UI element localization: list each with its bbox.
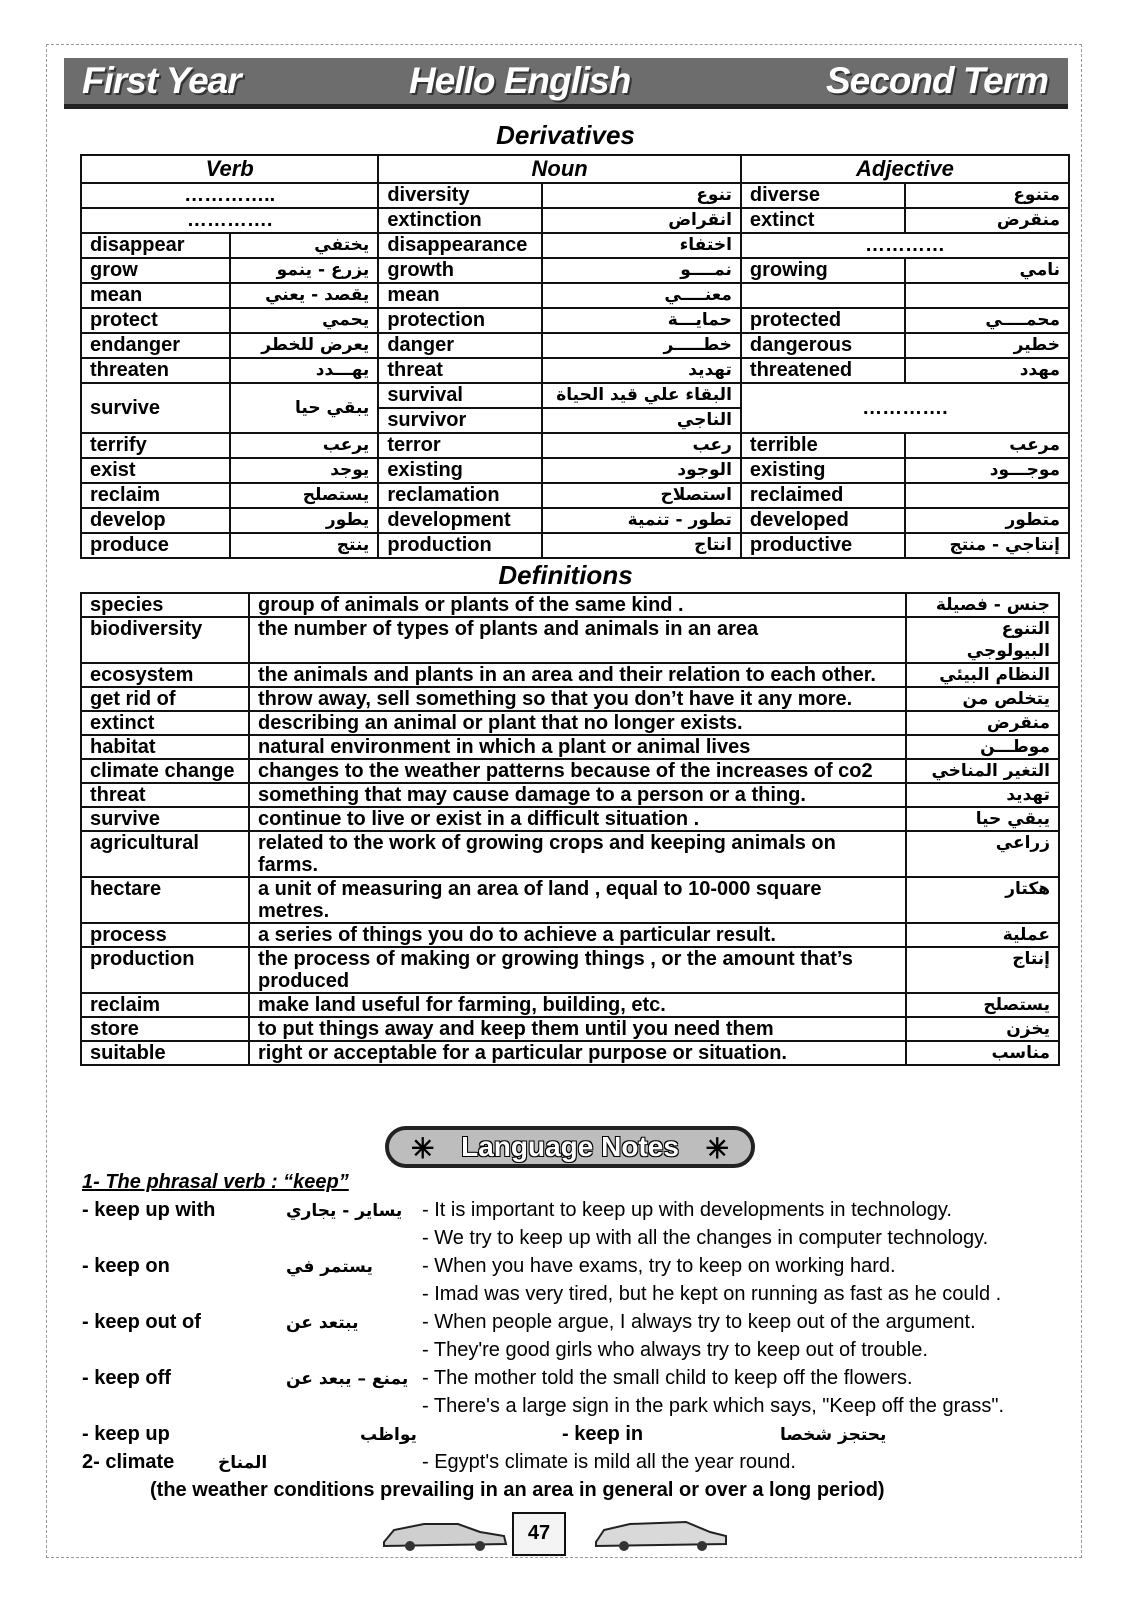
definition-row	[81, 993, 1059, 1017]
definition-text: throw away, sell something so that you don’t have it any more.	[249, 687, 906, 711]
definition-text: group of animals or plants of the same kind .	[249, 593, 906, 617]
table-row	[81, 258, 1069, 283]
definition-ar: منقرض	[906, 711, 1059, 735]
example-sentence: - When you have exams, try to keep on working hard.	[422, 1255, 896, 1277]
adj-ar-cell: خطير	[905, 333, 1069, 358]
adj-ar-cell: متطور	[905, 508, 1069, 533]
badge-label: Language Notes	[461, 1131, 679, 1162]
adj-ar-cell: مهدد	[905, 358, 1069, 383]
definition-text: something that may cause damage to a person or a thing.	[249, 783, 906, 807]
phrasal-verb-heading: 1- The phrasal verb : “keep”	[82, 1171, 349, 1193]
definition-text: right or acceptable for a particular purpose or situation.	[249, 1041, 906, 1065]
verb-ar-cell: يهـــدد	[230, 358, 379, 383]
definition-row	[81, 735, 1059, 759]
adj-cell: growing	[741, 258, 905, 283]
derivatives-title: Derivatives	[496, 120, 635, 150]
adj-ar-cell: إنتاجي - منتج	[905, 533, 1069, 558]
verb-ar-cell: يقصد - يعني	[230, 283, 379, 308]
adj-cell: existing	[741, 458, 905, 483]
definition-term: climate change	[81, 759, 249, 783]
definition-term: store	[81, 1017, 249, 1041]
definition-text: changes to the weather patterns because of the increases of co2	[249, 759, 906, 783]
definition-ar: يتخلص من	[906, 687, 1059, 711]
verb-cell: …………..	[81, 183, 378, 208]
verb-cell: disappear	[81, 233, 230, 258]
page-number: 47	[512, 1512, 566, 1556]
noun-ar-cell: معنــــي	[542, 283, 741, 308]
verb-cell: endanger	[81, 333, 230, 358]
example-sentence: - Egypt's climate is mild all the year round.	[422, 1451, 796, 1473]
definition-term: suitable	[81, 1041, 249, 1065]
verb-cell: survive	[81, 383, 230, 433]
definition-text: the process of making or growing things , or the amount that’s produced	[249, 947, 906, 993]
adj-ar-cell: مرعب	[905, 433, 1069, 458]
verb-cell: terrify	[81, 433, 230, 458]
derivatives-header-row	[81, 155, 1069, 183]
table-row	[81, 333, 1069, 358]
noun-cell: terror	[378, 433, 542, 458]
definitions-table	[80, 592, 1060, 1066]
definition-row	[81, 923, 1059, 947]
noun-ar-cell: انتاج	[542, 533, 741, 558]
example-sentence: - When people argue, I always try to keep out of the argument.	[422, 1311, 976, 1333]
climate-label: 2- climate	[82, 1451, 175, 1473]
table-row	[81, 183, 1069, 208]
definition-term: biodiversity	[81, 617, 249, 663]
star-icon: ✳	[705, 1133, 729, 1164]
noun-ar-cell: تنوع	[542, 183, 741, 208]
phrasal-verb: - keep out of	[82, 1311, 201, 1333]
noun-cell: diversity	[378, 183, 542, 208]
verb-ar-cell: يعرض للخطر	[230, 333, 379, 358]
table-row	[81, 233, 1069, 258]
definition-text: to put things away and keep them until you need them	[249, 1017, 906, 1041]
table-row	[81, 533, 1069, 558]
adj-cell: reclaimed	[741, 483, 905, 508]
definition-term: survive	[81, 807, 249, 831]
table-row	[81, 383, 1069, 408]
definition-ar: يخزن	[906, 1017, 1059, 1041]
table-row	[81, 358, 1069, 383]
verb-cell: grow	[81, 258, 230, 283]
noun-cell: existing	[378, 458, 542, 483]
definition-term: habitat	[81, 735, 249, 759]
example-sentence: - They're good girls who always try to keep out of trouble.	[422, 1339, 928, 1361]
table-row	[81, 208, 1069, 233]
definition-text: related to the work of growing crops and keeping animals on farms.	[249, 831, 906, 877]
adj-ar-cell	[905, 283, 1069, 308]
verb-cell: exist	[81, 458, 230, 483]
definition-text: make land useful for farming, building, etc.	[249, 993, 906, 1017]
definition-text: continue to live or exist in a difficult situation .	[249, 807, 906, 831]
adj-ar-cell: منقرض	[905, 208, 1069, 233]
noun-ar-cell: البقاء علي قيد الحياة	[542, 383, 741, 408]
definition-text: natural environment in which a plant or animal lives	[249, 735, 906, 759]
noun-ar-cell: رعب	[542, 433, 741, 458]
definition-ar: مناسب	[906, 1041, 1059, 1065]
table-row	[81, 483, 1069, 508]
definition-ar: التنوع البيولوجي	[906, 617, 1059, 663]
definition-ar: جنس - فصيلة	[906, 593, 1059, 617]
definition-ar: يبقي حيا	[906, 807, 1059, 831]
definition-row	[81, 711, 1059, 735]
definition-term: hectare	[81, 877, 249, 923]
adj-ar-cell: متنوع	[905, 183, 1069, 208]
verb-cell: reclaim	[81, 483, 230, 508]
verb-cell: protect	[81, 308, 230, 333]
definition-row	[81, 783, 1059, 807]
example-sentence: - The mother told the small child to keep off the flowers.	[422, 1367, 913, 1389]
adj-cell: extinct	[741, 208, 905, 233]
header-adjective: Adjective	[741, 155, 1069, 183]
verb-cell: develop	[81, 508, 230, 533]
verb-ar-cell: يوجد	[230, 458, 379, 483]
definition-row	[81, 617, 1059, 663]
definition-term: extinct	[81, 711, 249, 735]
phrasal-verb: - keep off	[82, 1367, 171, 1389]
noun-ar-cell: خطـــــر	[542, 333, 741, 358]
phrasal-verb: - keep up with	[82, 1199, 216, 1221]
noun-cell: production	[378, 533, 542, 558]
definition-term: reclaim	[81, 993, 249, 1017]
language-notes-badge	[385, 1126, 755, 1168]
phrasal-verb-ar: يستمر في	[286, 1257, 373, 1277]
definition-ar: عملية	[906, 923, 1059, 947]
example-sentence: - Imad was very tired, but he kept on running as fast as he could .	[422, 1283, 1002, 1305]
car-right-illustration	[590, 1512, 730, 1552]
definition-row	[81, 687, 1059, 711]
page-header	[64, 58, 1068, 104]
definition-row	[81, 593, 1059, 617]
phrasal-verb-ar: يحتجز شخصا	[780, 1425, 887, 1445]
adj-cell: ………….	[741, 383, 1069, 433]
phrasal-verb-ar: يمنع – يبعد عن	[286, 1369, 409, 1389]
definition-term: process	[81, 923, 249, 947]
definition-term: ecosystem	[81, 663, 249, 687]
verb-ar-cell: يختفي	[230, 233, 379, 258]
noun-ar-cell: حمايـــة	[542, 308, 741, 333]
adj-cell: developed	[741, 508, 905, 533]
header-grade: First Year	[82, 60, 241, 101]
adj-cell: productive	[741, 533, 905, 558]
definition-ar: زراعي	[906, 831, 1059, 877]
definition-row	[81, 807, 1059, 831]
verb-cell: threaten	[81, 358, 230, 383]
noun-cell: protection	[378, 308, 542, 333]
noun-ar-cell: تهديد	[542, 358, 741, 383]
noun-ar-cell: الوجود	[542, 458, 741, 483]
adj-ar-cell: محمــــي	[905, 308, 1069, 333]
noun-cell: survivor	[378, 408, 542, 433]
header-noun: Noun	[378, 155, 741, 183]
definition-term: production	[81, 947, 249, 993]
noun-cell: mean	[378, 283, 542, 308]
definition-ar: إنتاج	[906, 947, 1059, 993]
example-sentence: - It is important to keep up with developments in technology.	[422, 1199, 952, 1221]
phrasal-verb-ar: يواظب	[360, 1425, 417, 1445]
definition-text: a unit of measuring an area of land , equal to 10-000 square metres.	[249, 877, 906, 923]
header-term: Second Term	[825, 60, 1048, 101]
noun-ar-cell: استصلاح	[542, 483, 741, 508]
definition-term: species	[81, 593, 249, 617]
definition-row	[81, 831, 1059, 877]
adj-cell: diverse	[741, 183, 905, 208]
climate-definition: (the weather conditions prevailing in an area in general or over a long period)	[150, 1479, 885, 1501]
noun-cell: threat	[378, 358, 542, 383]
phrasal-verb: - keep up	[82, 1423, 170, 1445]
definition-row	[81, 877, 1059, 923]
definition-text: a series of things you do to achieve a particular result.	[249, 923, 906, 947]
phrasal-verb-ar: يبتعد عن	[286, 1313, 359, 1333]
phrasal-verb: - keep in	[562, 1423, 644, 1445]
adj-ar-cell	[905, 483, 1069, 508]
definition-ar: موطـــن	[906, 735, 1059, 759]
example-sentence: - There's a large sign in the park which says, "Keep off the grass".	[422, 1395, 1005, 1417]
noun-cell: development	[378, 508, 542, 533]
definition-ar: النظام البيئي	[906, 663, 1059, 687]
definition-text: the number of types of plants and animals in an area	[249, 617, 906, 663]
verb-cell: mean	[81, 283, 230, 308]
table-row	[81, 283, 1069, 308]
verb-ar-cell: يزرع - ينمو	[230, 258, 379, 283]
verb-ar-cell: يبقي حيا	[230, 383, 379, 433]
definition-row	[81, 759, 1059, 783]
phrasal-verb-ar: يساير - يجاري	[286, 1201, 403, 1221]
noun-ar-cell: انقراض	[542, 208, 741, 233]
noun-cell: disappearance	[378, 233, 542, 258]
definition-text: describing an animal or plant that no longer exists.	[249, 711, 906, 735]
header-underline	[64, 104, 1068, 109]
noun-cell: danger	[378, 333, 542, 358]
adj-cell: dangerous	[741, 333, 905, 358]
verb-cell: produce	[81, 533, 230, 558]
noun-cell: extinction	[378, 208, 542, 233]
definition-term: threat	[81, 783, 249, 807]
noun-cell: survival	[378, 383, 542, 408]
definition-row	[81, 1017, 1059, 1041]
header-book: Hello English	[409, 60, 631, 101]
table-row	[81, 433, 1069, 458]
adj-cell	[741, 283, 905, 308]
definition-row	[81, 663, 1059, 687]
noun-ar-cell: تطور - تنمية	[542, 508, 741, 533]
definition-ar: التغير المناخي	[906, 759, 1059, 783]
header-verb: Verb	[81, 155, 378, 183]
definition-ar: يستصلح	[906, 993, 1059, 1017]
verb-ar-cell: يحمي	[230, 308, 379, 333]
adj-cell: …………	[741, 233, 1069, 258]
definition-row	[81, 947, 1059, 993]
noun-ar-cell: اختفاء	[542, 233, 741, 258]
climate-ar: المناخ	[218, 1453, 268, 1473]
car-left-illustration	[380, 1516, 510, 1552]
verb-ar-cell: ينتج	[230, 533, 379, 558]
definition-text: the animals and plants in an area and their relation to each other.	[249, 663, 906, 687]
adj-cell: threatened	[741, 358, 905, 383]
noun-ar-cell: الناجي	[542, 408, 741, 433]
noun-cell: growth	[378, 258, 542, 283]
derivatives-table	[80, 154, 1070, 559]
definition-ar: تهديد	[906, 783, 1059, 807]
definition-term: get rid of	[81, 687, 249, 711]
noun-ar-cell: نمــــو	[542, 258, 741, 283]
table-row	[81, 508, 1069, 533]
example-sentence: - We try to keep up with all the changes in computer technology.	[422, 1227, 989, 1249]
phrasal-verb: - keep on	[82, 1255, 170, 1277]
star-icon: ✳	[411, 1133, 435, 1164]
definitions-title: Definitions	[498, 560, 633, 590]
verb-ar-cell: يرعب	[230, 433, 379, 458]
noun-cell: reclamation	[378, 483, 542, 508]
adj-cell: protected	[741, 308, 905, 333]
adj-ar-cell: موجـــود	[905, 458, 1069, 483]
definition-ar: هكتار	[906, 877, 1059, 923]
adj-ar-cell: نامي	[905, 258, 1069, 283]
table-row	[81, 458, 1069, 483]
verb-ar-cell: يستصلح	[230, 483, 379, 508]
verb-cell: ………….	[81, 208, 378, 233]
definition-term: agricultural	[81, 831, 249, 877]
adj-cell: terrible	[741, 433, 905, 458]
verb-ar-cell: يطور	[230, 508, 379, 533]
table-row	[81, 308, 1069, 333]
definition-row	[81, 1041, 1059, 1065]
